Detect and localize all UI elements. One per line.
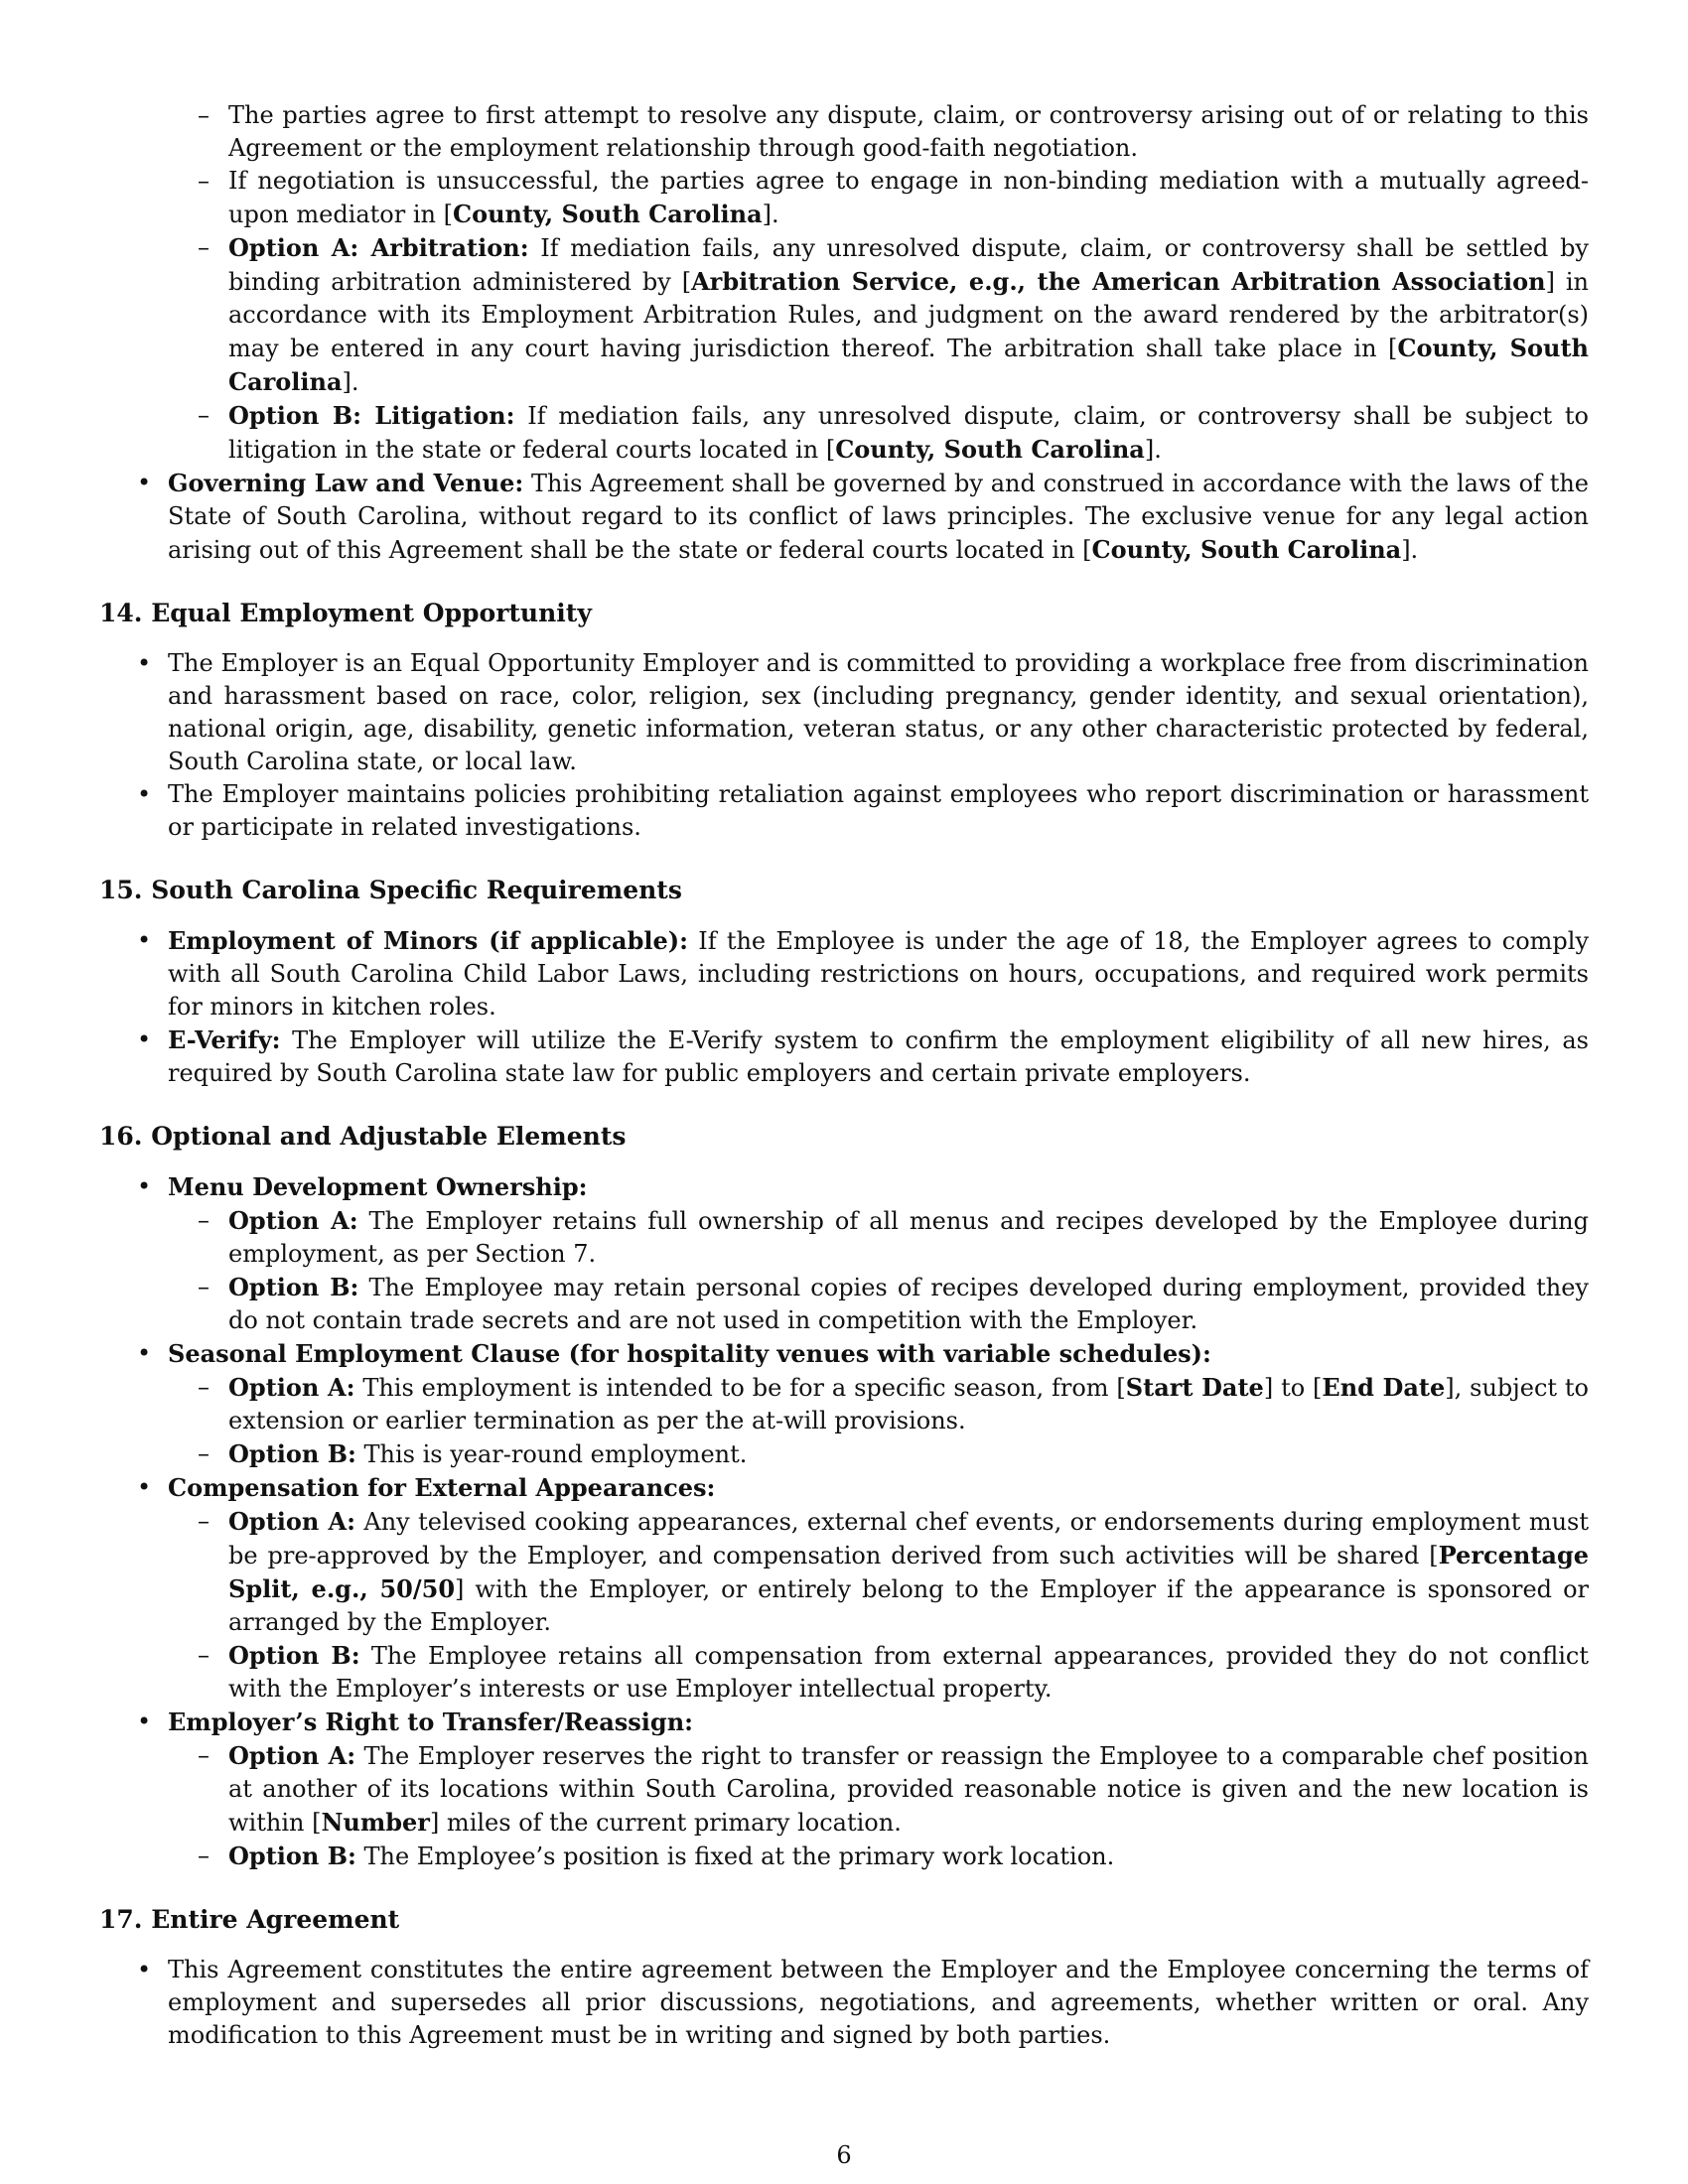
list-item: – Option B: This is year-round employment. [168,1437,1589,1471]
arbitration-option-item: – Option A: Arbitration: If mediation fails, any unresolved dispute, claim, or controversy shall be settled by binding arbitration administered by [Arbitration Service, e.g., the American Arbitration Association] in accordance with its Employment Arbitration Rules, and judgment on the award rendered by the arbitrator(s) may be entered in any court having jurisdiction thereof. The arbitration shall take place in [County, South Carolina]. [168,231,1589,399]
dispute-options-list [168,99,1589,467]
negotiation-item: – The parties agree to first attempt to resolve any dispute, claim, or controversy arising out of or relating to this Agreement or the employment relationship through good-faith negotiation. [168,99,1589,165]
list-item: • The Employer is an Equal Opportunity Employer and is committed to providing a workplace free from discrimination and harassment based on race, color, religion, sex (including pregnancy, gender identity, and sexual orientation), national origin, age, disability, genetic information, veteran status, or any other characteristic protected by federal, South Carolina state, or local law. [99,647,1589,778]
governing-law-list [99,467,1589,567]
list-item: – Option A: Any televised cooking appearances, external chef events, or endorsements during employment must be pre-approved by the Employer, and compensation derived from such activities will be shared [Percentage Split, e.g., 50/50] with the Employer, or entirely belong to the Employer if the appearance is sponsored or arranged by the Employer. [168,1505,1589,1639]
section-17-heading: 17. Entire Agreement [99,1905,400,1934]
list-item: – Option A: The Employer retains full ownership of all menus and recipes developed by the Employee during employment, as per Section 7. [168,1204,1589,1271]
compensation-options [168,1505,1589,1706]
document-body [99,99,1589,2052]
section-15-heading: 15. South Carolina Specific Requirements [99,876,682,904]
seasonal-options [168,1371,1589,1471]
section-16-list [99,1170,1589,1873]
list-item: – Option B: The Employee may retain personal copies of recipes developed during employment, provided they do not contain trade secrets and are not used in competition with the Employer. [168,1271,1589,1337]
list-item: – Option A: This employment is intended to be for a specific season, from [Start Date] to [End Date], subject to extension or earlier termination as per the at-will provisions. [168,1371,1589,1437]
section-17-list [99,1954,1589,2052]
transfer-options [168,1739,1589,1873]
governing-law-item: • Governing Law and Venue: This Agreement shall be governed by and construed in accordance with the laws of the State of South Carolina, without regard to its conflict of laws principles. The exclusive venue for any legal action arising out of this Agreement shall be the state or federal courts located in [County, South Carolina]. [99,467,1589,567]
everify-item: • E-Verify: The Employer will utilize the E-Verify system to confirm the employment eligibility of all new hires, as required by South Carolina state law for public employers and certain private employers. [99,1024,1589,1090]
list-item: • This Agreement constitutes the entire agreement between the Employer and the Employee concerning the terms of employment and supersedes all prior discussions, negotiations, and agreements, whether written or oral. Any modification to this Agreement must be in writing and signed by both parties. [99,1954,1589,2052]
list-item: – Option B: The Employee retains all compensation from external appearances, provided they do not conflict with the Employer’s interests or use Employer intellectual property. [168,1639,1589,1706]
page-number: 6 [836,2141,852,2169]
list-item: • The Employer maintains policies prohibiting retaliation against employees who report discrimination or harassment or participate in related investigations. [99,778,1589,844]
section-14-heading: 14. Equal Employment Opportunity [99,599,592,627]
compensation-item: • Compensation for External Appearances: – Option A: Any televised cooking appearances, external chef events, or endorsements during employment must be pre-approved by the Employer, and compensation derived from such activities will be shared [Percentage Split, e.g., 50/50] with the Employer, or entirely belong to the Employer if the appearance is sponsored or arranged by the Employer. – Option B: The Employee retains all compensation from external appearances, provided they do not conflict with the Employer’s interests or use Employer intellectual property. [99,1471,1589,1706]
section-15-list [99,924,1589,1090]
litigation-option-item: – Option B: Litigation: If mediation fails, any unresolved dispute, claim, or controversy shall be subject to litigation in the state or federal courts located in [County, South Carolina]. [168,399,1589,467]
seasonal-item: • Seasonal Employment Clause (for hospitality venues with variable schedules): – Option A: This employment is intended to be for a specific season, from [Start Date] to [End Date], subject to extension or earlier termination as per the at-will provisions. – Option B: This is year-round employment. [99,1337,1589,1471]
section-14-list [99,647,1589,844]
list-item: – Option A: The Employer reserves the right to transfer or reassign the Employee to a comparable chef position at another of its locations within South Carolina, provided reasonable notice is given and the new location is within [Number] miles of the current primary location. [168,1739,1589,1840]
mediation-item: – If negotiation is unsuccessful, the parties agree to engage in non-binding mediation with a mutually agreed-upon mediator in [County, South Carolina]. [168,165,1589,231]
minors-item: • Employment of Minors (if applicable): If the Employee is under the age of 18, the Employer agrees to comply with all South Carolina Child Labor Laws, including restrictions on hours, occupations, and required work permits for minors in kitchen roles. [99,924,1589,1024]
menu-ownership-options [168,1204,1589,1337]
menu-ownership-item: • Menu Development Ownership: – Option A: The Employer retains full ownership of all menus and recipes developed by the Employee during employment, as per Section 7. – Option B: The Employee may retain personal copies of recipes developed during employment, provided they do not contain trade secrets and are not used in competition with the Employer. [99,1170,1589,1337]
section-16-heading: 16. Optional and Adjustable Elements [99,1122,627,1151]
transfer-item: • Employer’s Right to Transfer/Reassign: – Option A: The Employer reserves the right to transfer or reassign the Employee to a comparable chef position at another of its locations within South Carolina, provided reasonable notice is given and the new location is within [Number] miles of the current primary location. – Option B: The Employee’s position is fixed at the primary work location. [99,1706,1589,1873]
list-item: – Option B: The Employee’s position is fixed at the primary work location. [168,1840,1589,1873]
